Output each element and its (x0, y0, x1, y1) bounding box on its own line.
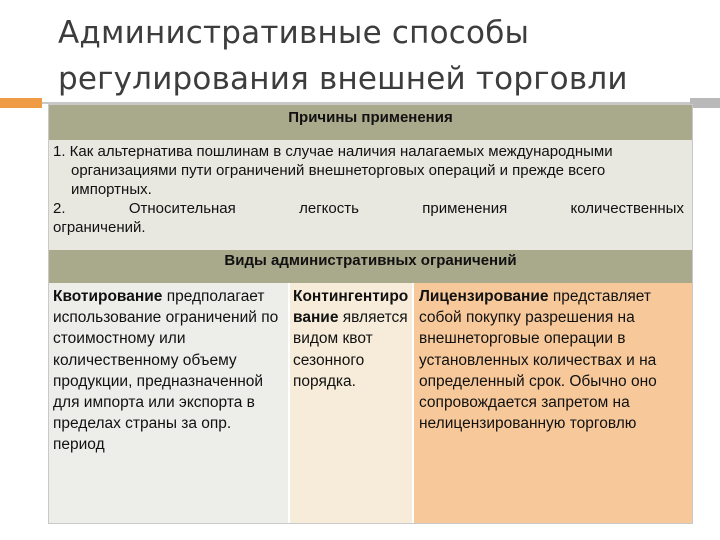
reason-item-2-word: Относительная (128, 200, 236, 217)
column-quota (49, 283, 289, 523)
reason-item-2 (53, 199, 684, 237)
reason-item-1: 1. Как альтернатива пошлинам в случае наличия налагаемых международными организациями пути ограничений внешнеторговых операций и прежде всего импортных. (53, 143, 613, 198)
column-quota-heading: Квотирование (53, 288, 163, 305)
column-contingent-heading: Контингентирование (293, 288, 409, 327)
slide-title-line-2: регулирования внешней торговли (58, 61, 628, 97)
reasons-body (49, 140, 692, 250)
column-quota-text: предполагает использование ограничений по стоимостному или количественному объему продукции, предназначенной для импорта или экспорта в пределах страны за опр. период (53, 288, 279, 454)
reason-item-2-line (53, 199, 684, 218)
reason-item-2-rest: ограничений. (53, 219, 146, 236)
column-licensing (413, 283, 692, 523)
accent-bar-right (690, 98, 720, 108)
reason-item-2-word: количественных (570, 200, 684, 217)
reason-item-2-word: применения (422, 200, 508, 217)
slide-title-line-1: Административные способы (58, 15, 530, 51)
types-header-label: Виды административных ограничений (224, 252, 517, 269)
column-contingent-text: является видом квот сезонного порядка. (293, 309, 408, 390)
column-separator (288, 283, 290, 523)
types-header (49, 250, 692, 283)
column-licensing-text: представляет собой покупку разрешения на внешнеторговые операции в установленных количествах и на определенный срок. Обычно оно сопровождается запретом на нелицензированную торговлю (419, 288, 657, 433)
slide-title (58, 10, 718, 102)
column-contingent (289, 283, 413, 523)
column-separator (412, 283, 414, 523)
reasons-header (49, 105, 692, 140)
reason-item-2-word: легкость (299, 200, 359, 217)
content-table (48, 104, 693, 524)
column-licensing-heading: Лицензирование (419, 288, 549, 305)
accent-bar-left (0, 98, 42, 108)
reasons-header-label: Причины применения (288, 109, 453, 126)
reason-item-2-word: 2. (53, 200, 66, 217)
